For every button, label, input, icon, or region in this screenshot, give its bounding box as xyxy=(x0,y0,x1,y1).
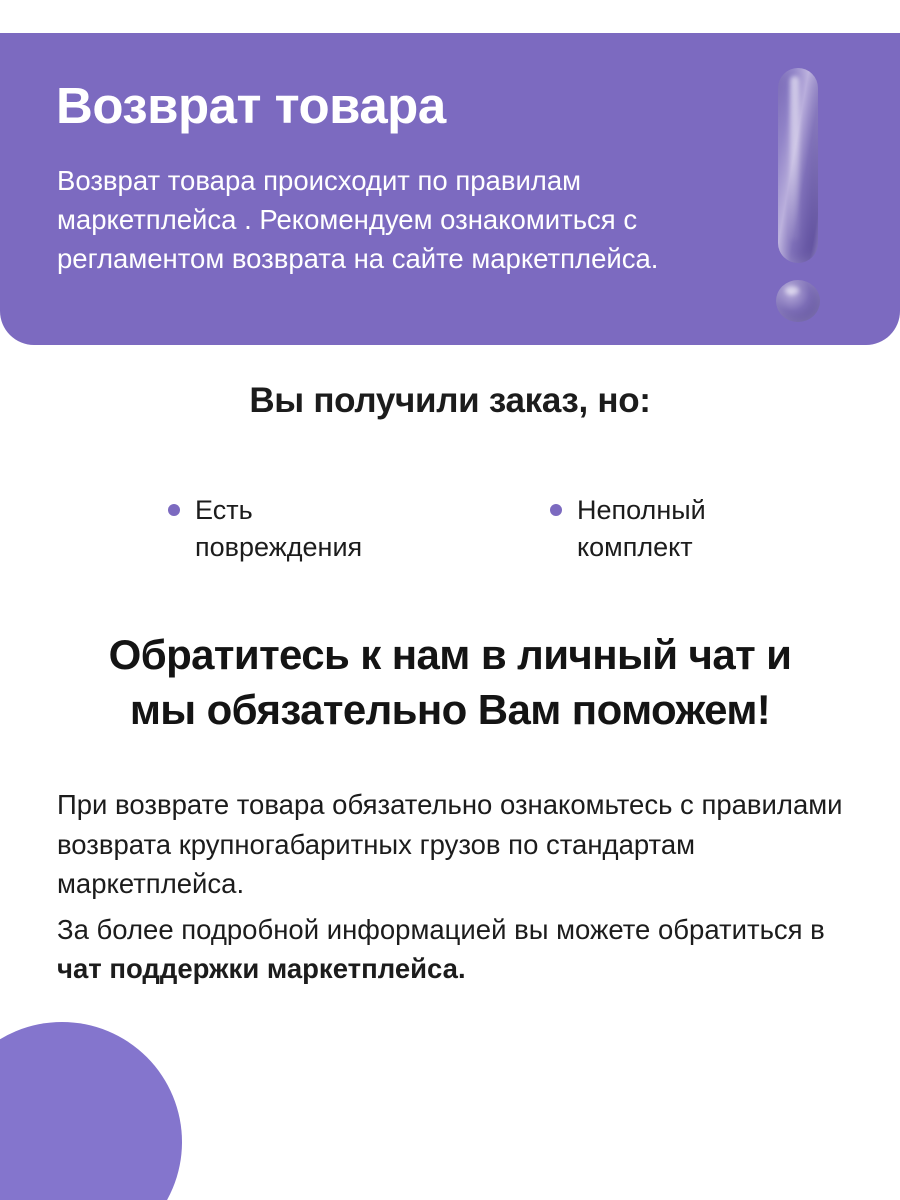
exclamation-dot xyxy=(776,280,820,322)
bullet-label: Неполный комплект xyxy=(577,495,706,562)
exclamation-bar xyxy=(778,68,818,263)
body-text xyxy=(57,785,857,989)
bullet-list xyxy=(168,492,788,566)
body-paragraph-2-prefix: За более подробной информацией вы можете обратиться в xyxy=(57,913,825,945)
body-paragraph-2 xyxy=(57,910,857,989)
bullet-dot-icon xyxy=(168,504,180,516)
header-subtitle: Возврат товара происходит по правилам маркетплейса . Рекомендуем ознакомиться с регламентом возврата на сайте маркетплейса. xyxy=(57,165,659,275)
cta-line-2: мы обязательно Вам поможем! xyxy=(129,686,771,734)
list-item xyxy=(168,492,406,566)
decorative-circle xyxy=(0,1022,182,1200)
body-paragraph-1: При возврате товара обязательно ознакомьтесь с правилами возврата крупногабаритных грузов по стандартам маркетплейса. xyxy=(57,789,843,900)
section-heading: Вы получили заказ, но: xyxy=(249,381,651,420)
cta-line-1: Обратитесь к нам в личный чат и xyxy=(108,631,792,678)
list-item xyxy=(550,492,788,566)
bullet-label: Есть повреждения xyxy=(195,495,363,562)
call-to-action xyxy=(0,627,900,738)
exclamation-mark-icon xyxy=(768,68,828,328)
bullet-dot-icon xyxy=(550,504,562,516)
page-title: Возврат товара xyxy=(56,77,446,134)
support-chat-emphasis: чат поддержки маркетплейса. xyxy=(57,953,466,985)
header-panel xyxy=(0,33,900,345)
